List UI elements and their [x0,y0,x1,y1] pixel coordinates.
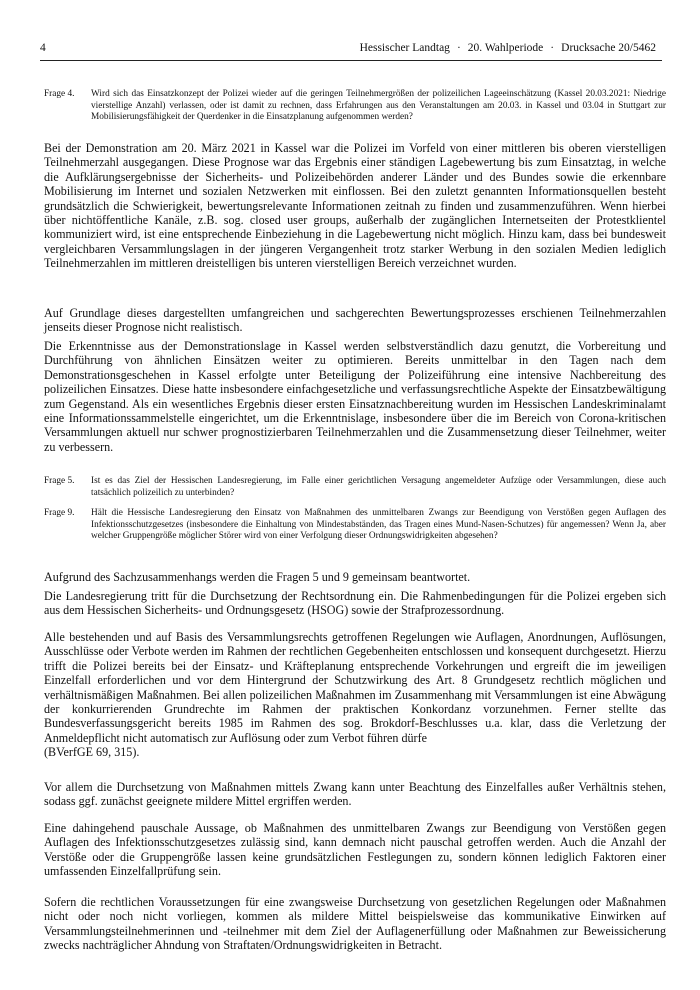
header-meta [360,40,656,56]
question-label: Frage 4. [44,89,75,99]
question-text: Ist es das Ziel der Hessischen Landesregierung, im Falle einer gerichtlichen Versagung angemeldeter Aufzüge oder Versammlungen, diese auch tatsächlich polizeilich zu unterbinden? [91,476,666,498]
page-header [40,40,662,61]
paragraph-text: Alle bestehenden und auf Basis des Versammlungsrechts getroffenen Regelungen wie Auflagen, Anordnungen, Auflösungen, Ausschlüsse oder Verbote werden im Rahmen der rechtlichen Gegebenheiten entschlossen und konsequent durchgesetzt. Hierzu trifft die Polizei bereits bei der Einsatz- und Kräfteplanung entsprechende Vorkehrungen und ergreift die im jeweiligen Einzelfall erforderlichen und vor dem Hintergrund der Schutzwirkung des Art. 8 Grundgesetz rechtlich möglichen und verhältnismäßigen Maßnahmen. Bei allen polizeilichen Maßnahmen im Zusammenhang mit Versammlungen ist eine Abwägung der konkurrierenden Grundrechte im Rahmen der praktischen Konkordanz vorzunehmen. Ferner stellte das Bundesverfassungsgericht bereits 1985 im Rahmen des sog. Brokdorf-Beschlusses u.a. klar, dass die Verletzung der Anmeldepflicht nicht automatisch zur Auflösung oder zum Verbot führen dürfe [44,630,666,745]
page-number: 4 [40,42,46,54]
answer-4-paragraph-1: Bei der Demonstration am 20. März 2021 in Kassel war die Polizei im Vorfeld von einer mittleren bis oberen vierstelligen Teilnehmerzahl ausgegangen. Diese Prognose war das Ergebnis einer ständigen Lagebewertung bis zum Einsatztag, in welche die Aufklärungsergebnisse der Sicherheits- und Polizeibehörden anderer Länder und des Bundes sowie die erkennbare Mobilisierung im Internet und sozialen Netzwerken mit einflossen. Bei den zuletzt genannten Informationsquellen besteht grundsätzlich die Schwierigkeit, bewertungsrelevante Informationen zeitnah zu finden und zusammenzuführen. Wenn hierbei über nichtöffentliche Kanäle, z.B. sog. closed user groups, außerhalb der zugänglichen Internetseiten der Protestklientel kommuniziert wird, ist eine entsprechende Einbeziehung in die Lagebewertung nicht möglich. Hinzu kam, dass bei bundesweit vergleichbaren Versammlungslagen in der jüngeren Vergangenheit trotz starker Werbung in den sozialen Medien lediglich Teilnehmerzahlen im mittleren dreistelligen bis unteren vierstelligen Bereich verzeichnet wurden. [44,141,666,271]
answer-5-9-paragraph-6: Sofern die rechtlichen Voraussetzungen für eine zwangsweise Durchsetzung von gesetzlichen Regelungen oder Maßnahmen nicht oder noch nicht vorliegen, kommen als mildere Mittel beispielsweise das kommunikative Einwirken auf Versammlungsteilnehmerinnen und -teilnehmer mit dem Ziel der Auflagenerfüllung oder Maßnahmen zur Beweissicherung zwecks nachträglicher Ahndung von Straftaten/Ordnungswidrigkeiten in Betracht. [44,895,666,953]
question-text: Hält die Hessische Landesregierung den Einsatz von Maßnahmen des unmittelbaren Zwangs zur Beendigung von Verstößen gegen Auflagen des Infektionsschutzgesetzes (insbesondere die Einhaltung von Mindestabständen, das Tragen eines Mund-Nasen-Schutzes) für angemessen? Wenn Ja, aber welcher Gruppengröße möglicher Störer wird von einer Verfolgung dieser Ordnungswidrigkeiten abgesehen? [91,508,666,542]
electoral-period: 20. Wahlperiode [467,42,544,54]
question-9 [44,508,666,543]
header-separator: · [456,42,461,54]
citation: (BVerfGE 69, 315). [44,745,140,760]
answer-5-9-paragraph-4: Vor allem die Durchsetzung von Maßnahmen mittels Zwang kann unter Beachtung des Einzelfalles außer Verhältnis stehen, sodass ggf. zunächst geeignete mildere Mittel ergriffen werden. [44,780,666,809]
question-4 [44,89,666,124]
drucksache-number: Drucksache 20/5462 [561,42,656,54]
question-label: Frage 5. [44,476,75,486]
header-separator: · [550,42,555,54]
answer-5-9-paragraph-2: Die Landesregierung tritt für die Durchsetzung der Rechtsordnung ein. Die Rahmenbedingungen für die Polizei ergeben sich aus dem Hessischen Sicherheits- und Ordnungsgesetz (HSOG) sowie der Strafprozessordnung. [44,589,666,618]
question-5 [44,476,666,499]
answer-5-9-paragraph-3 [44,630,666,760]
answer-4-paragraph-2: Auf Grundlage dieses dargestellten umfangreichen und sachgerechten Bewertungsprozesses erschienen Teilnehmerzahlen jenseits dieser Prognose nicht realistisch. [44,306,666,335]
question-label: Frage 9. [44,508,75,518]
parliament-name: Hessischer Landtag [359,42,450,54]
question-text: Wird sich das Einsatzkonzept der Polizei wieder auf die geringen Teilnehmergrößen der polizeilichen Lageeinschätzung (Kassel 20.03.2021: Niedrige vierstellige Anzahl) verlassen, oder ist damit zu rechnen, dass Erfahrungen aus den Veranstaltungen am 20.03. in Kassel und 03.04 in Stuttgart zur Mobilisierungsfähigkeit der Querdenker in die Einsatzplanung aufgenommen werden? [91,89,666,123]
answer-4-paragraph-3: Die Erkenntnisse aus der Demonstrationslage in Kassel werden selbstverständlich dazu genutzt, die Vorbereitung und Durchführung von ähnlichen Einsätzen weiter zu optimieren. Bereits unmittelbar in den Tagen nach dem Demonstrationsgeschehen in Kassel erfolgte unter Beteiligung der Polizeiführung eine intensive Nachbereitung des polizeilichen Einsatzes. Diese hatte insbesondere einfachgesetzliche und verfassungsrechtliche Aspekte der Einsatzbewältigung zum Gegenstand. Als ein wesentliches Ergebnis dieser ersten Einsatznachbereitung wurden im Hessischen Landeskriminalamt eine Informationssammelstelle eingerichtet, um die Erkenntnislage, insbesondere über die im Bereich von Corona-kritischen Versammlungen aktuell nur schwer prognostizierbaren Teilnehmerzahlen und die Zusammensetzung dieser Teilnehmer, weiter zu verbessern. [44,339,666,454]
answer-5-9-paragraph-5: Eine dahingehend pauschale Aussage, ob Maßnahmen des unmittelbaren Zwangs zur Beendigung von Verstößen gegen Auflagen des Infektionsschutzgesetzes zulässig sind, kann demnach nicht pauschal getroffen werden. Auch die Anzahl der Verstöße oder die Gruppengröße lassen keine grundsätzlichen Festlegungen zu, sondern können lediglich Faktoren einer umfassenden Einzelfallprüfung sein. [44,821,666,879]
answer-5-9-paragraph-1: Aufgrund des Sachzusammenhangs werden die Fragen 5 und 9 gemeinsam beantwortet. [44,570,471,584]
